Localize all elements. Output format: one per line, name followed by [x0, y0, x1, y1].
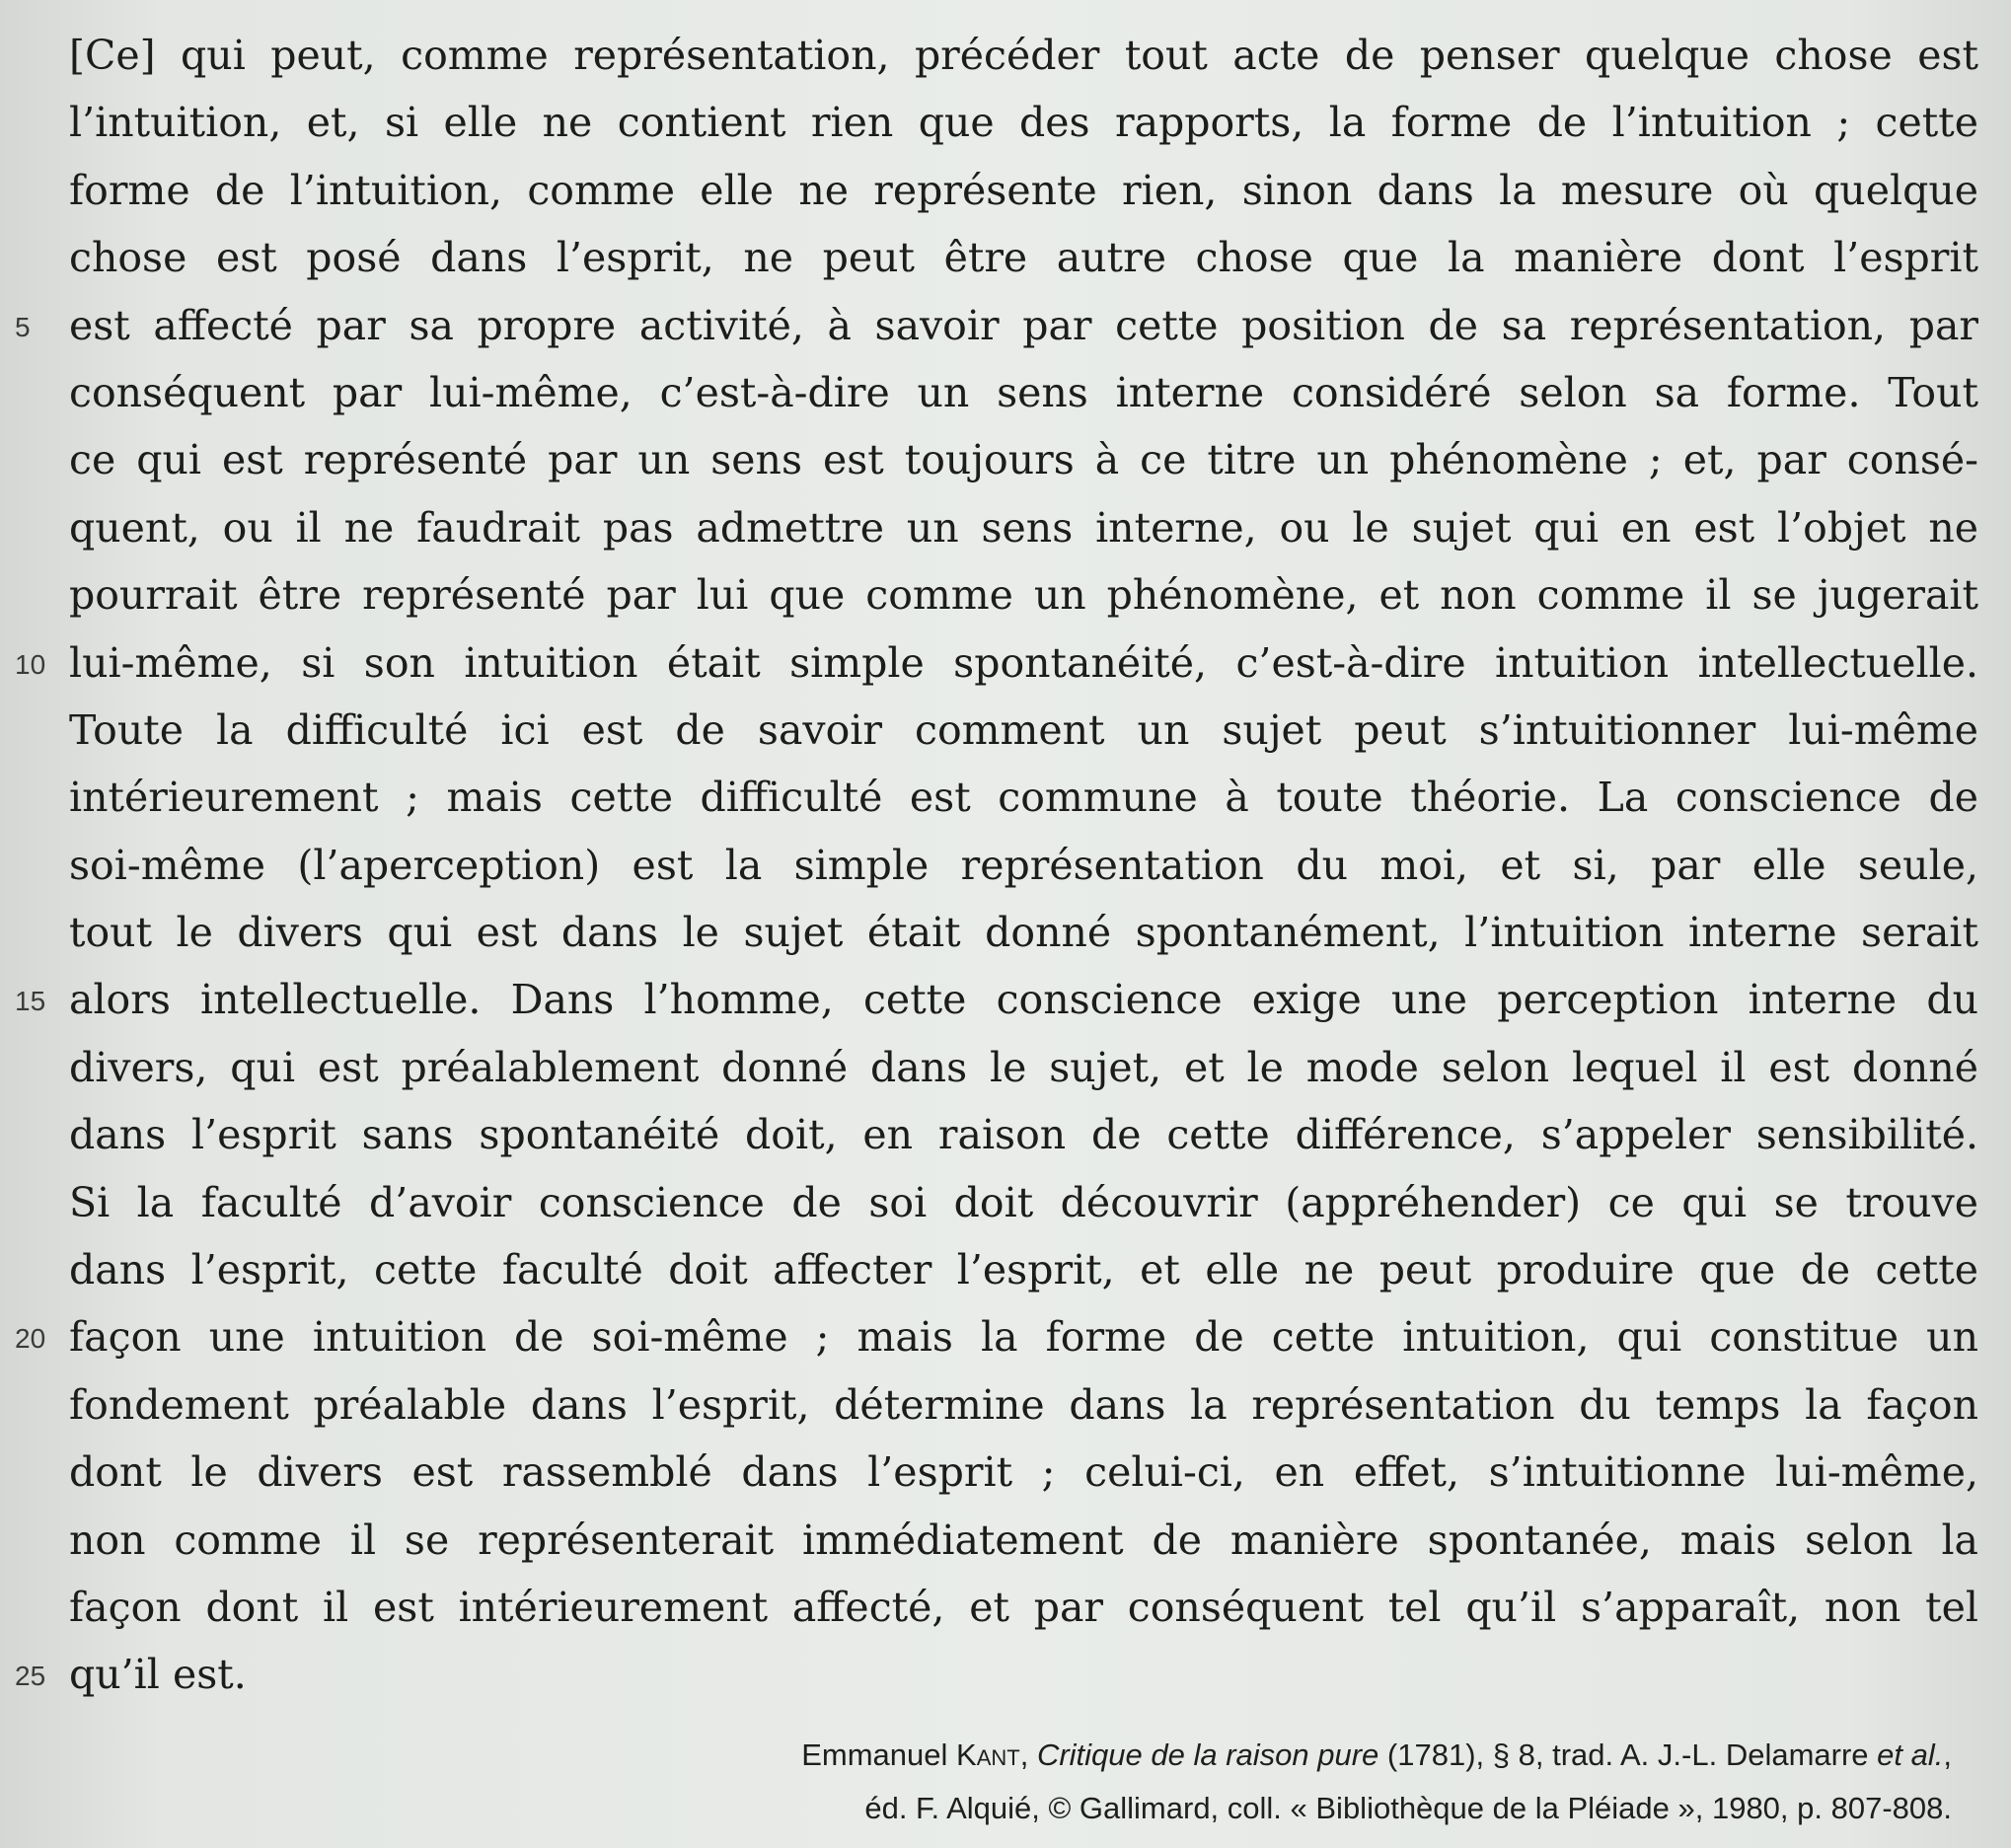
text-line [69, 1034, 1993, 1101]
text-line [15, 1303, 1993, 1370]
line-text: tout le divers qui est dans le sujet était donné spontanément, l’intuition interne serait [69, 909, 1978, 957]
line-text: soi-même (l’aperception) est la simple représentation du moi, et si, par elle seule, [69, 841, 1978, 889]
text-line [69, 697, 1993, 764]
citation-author-last: Kant [956, 1737, 1020, 1772]
line-text: ce qui est représenté par un sens est toujours à ce titre un phénomène ; et, par consé- [69, 436, 1978, 484]
text-line [69, 561, 1993, 628]
line-text: Toute la difficulté ici est de savoir comment un sujet peut s’intuitionner lui-même [69, 705, 1978, 754]
line-number: 15 [15, 986, 46, 1017]
text-line [15, 629, 1993, 697]
text-line [69, 22, 1993, 89]
text-line [15, 1641, 1993, 1708]
line-number: 10 [15, 648, 46, 680]
text-line [69, 1101, 1993, 1168]
line-text: alors intellectuelle. Dans l’homme, cette conscience exige une perception interne du [69, 976, 1978, 1024]
line-text: l’intuition, et, si elle ne contient rien que des rapports, la forme de l’intuition ; cette [69, 99, 1978, 147]
line-text: dans l’esprit sans spontanéité doit, en raison de cette différence, s’appeler sensibilité. [69, 1111, 1978, 1159]
text-line [69, 1439, 1993, 1506]
text-line [69, 899, 1993, 966]
text-line [69, 359, 1993, 426]
text-line [69, 764, 1993, 831]
text-line [69, 1507, 1993, 1574]
citation-line-2: éd. F. Alquié, © Gallimard, coll. « Bibliothèque de la Pléiade », 1980, p. 807-808. [864, 1791, 1952, 1825]
line-number: 25 [15, 1661, 46, 1692]
line-text: dans l’esprit, cette faculté doit affecter l’esprit, et elle ne peut produire que de cette [69, 1246, 1978, 1294]
line-text: dont le divers est rassemblé dans l’esprit ; celui-ci, en effet, s’intuitionne lui-même, [69, 1448, 1978, 1497]
text-line [15, 292, 1993, 359]
text-line [69, 494, 1993, 561]
citation-details: (1781), § 8, trad. A. J.-L. Delamarre [1386, 1737, 1869, 1772]
text-line [69, 832, 1993, 899]
text-line [69, 157, 1993, 224]
line-text: lui-même, si son intuition était simple spontanéité, c’est-à-dire intuition intellectuelle. [69, 638, 1978, 687]
text-line [15, 966, 1993, 1033]
line-text: intérieurement ; mais cette difficulté est commune à toute théorie. La conscience de [69, 774, 1978, 822]
text-line [69, 224, 1993, 291]
citation-et-al: et al. [1877, 1737, 1944, 1772]
line-text: façon dont il est intérieurement affecté, et par conséquent tel qu’il s’apparaît, non tel [69, 1583, 1978, 1631]
line-text: pourrait être représenté par lui que comme un phénomène, et non comme il se jugerait [69, 571, 1978, 620]
line-text: qu’il est. [69, 1651, 247, 1699]
citation-line-1: Emmanuel Kant, Critique de la raison pure (1781), § 8, trad. A. J.-L. Delamarre et al., [801, 1737, 1952, 1772]
line-text: quent, ou il ne faudrait pas admettre un sens interne, ou le sujet qui en est l’objet ne [69, 503, 1978, 552]
line-number: 5 [15, 311, 31, 342]
text-line [69, 1574, 1993, 1641]
text-line [69, 1169, 1993, 1236]
line-text: chose est posé dans l’esprit, ne peut être autre chose que la manière dont l’esprit [69, 234, 1978, 282]
passage-text [15, 22, 1993, 1709]
line-text: Si la faculté d’avoir conscience de soi doit découvrir (appréhender) ce qui se trouve [69, 1178, 1978, 1226]
text-line [69, 1371, 1993, 1439]
line-text: fondement préalable dans l’esprit, détermine dans la représentation du temps la façon [69, 1380, 1978, 1429]
text-line [69, 1236, 1993, 1303]
text-line [69, 89, 1993, 156]
citation [801, 1729, 1952, 1835]
citation-comma: , [1943, 1737, 1952, 1772]
citation-title: Critique de la raison pure [1036, 1737, 1379, 1772]
citation-author-first: Emmanuel [801, 1737, 948, 1772]
line-text: conséquent par lui-même, c’est-à-dire un sens interne considéré selon sa forme. Tout [69, 368, 1978, 416]
line-text: divers, qui est préalablement donné dans le sujet, et le mode selon lequel il est donné [69, 1043, 1978, 1091]
line-text: façon une intuition de soi-même ; mais la forme de cette intuition, qui constitue un [69, 1313, 1978, 1362]
line-text: forme de l’intuition, comme elle ne représente rien, sinon dans la mesure où quelque [69, 166, 1978, 214]
line-number: 20 [15, 1323, 46, 1355]
line-text: est affecté par sa propre activité, à savoir par cette position de sa représentation, par [69, 301, 1978, 349]
line-text: [Ce] qui peut, comme représentation, précéder tout acte de penser quelque chose est [69, 32, 1978, 79]
text-line [69, 426, 1993, 493]
line-text: non comme il se représenterait immédiatement de manière spontanée, mais selon la [69, 1515, 1978, 1564]
